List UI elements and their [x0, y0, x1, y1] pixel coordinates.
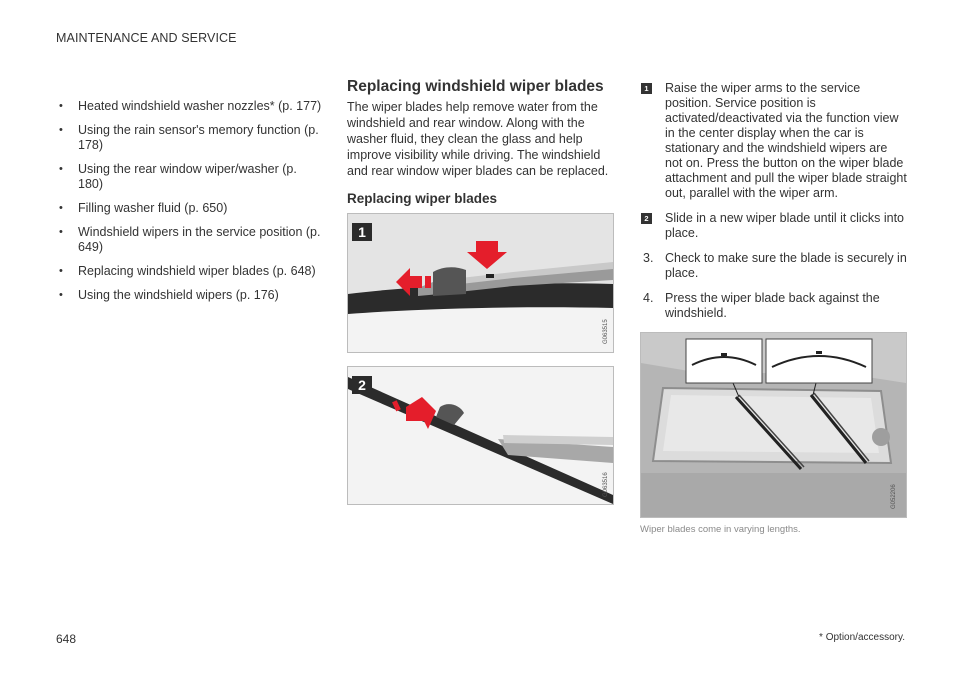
- related-link[interactable]: • Windshield wipers in the service position (p. 649): [56, 225, 324, 255]
- wiper-release-illustration: [348, 214, 613, 352]
- related-link[interactable]: • Using the rain sensor's memory function (p. 178): [56, 123, 324, 153]
- related-links-column: [56, 99, 324, 312]
- footnote: * Option/accessory.: [819, 632, 905, 643]
- step-1: [640, 81, 907, 201]
- related-link[interactable]: • Using the windshield wipers (p. 176): [56, 288, 324, 303]
- step-marker: 1: [641, 83, 652, 94]
- figure-code: G063515: [603, 319, 609, 344]
- related-link[interactable]: • Filling washer fluid (p. 650): [56, 201, 324, 216]
- figure-badge: 2: [358, 377, 366, 393]
- step-text: Raise the wiper arms to the service position. Service position is activated/deactivated via the function view in the center display when the car is stationary and the windshield wipers are not on. Press the button on the wiper blade attachment and pull the wiper blade straight out, parallel with the wiper arm.: [665, 81, 907, 200]
- page-number: 648: [56, 632, 77, 646]
- windshield-illustration: [641, 333, 906, 517]
- article-title: Replacing windshield wiper blades: [347, 78, 604, 95]
- figure-caption: Wiper blades come in varying lengths.: [640, 524, 801, 535]
- related-links-list: [56, 99, 324, 303]
- step-text: Check to make sure the blade is securely in place.: [665, 251, 907, 280]
- step-text: Press the wiper blade back against the windshield.: [665, 291, 880, 320]
- figure-code: G052206: [891, 484, 897, 509]
- section-header: MAINTENANCE AND SERVICE: [56, 31, 237, 45]
- related-link[interactable]: • Heated windshield washer nozzles* (p. 177): [56, 99, 324, 114]
- figure-remove-blade: [347, 213, 614, 353]
- steps-column: [640, 81, 907, 537]
- article-intro: The wiper blades help remove water from the windshield and rear window. Along with the washer fluid, they clean the glass and help improve visibility while driving. The windshield and rear window wiper blades can be replaced.: [347, 100, 609, 178]
- step-2: [640, 211, 907, 241]
- subheading: Replacing wiper blades: [347, 191, 498, 206]
- figure-insert-blade: [347, 366, 614, 505]
- step-text: Slide in a new wiper blade until it clicks into place.: [665, 211, 905, 240]
- article-column: [347, 78, 614, 505]
- figure-code: G063516: [603, 472, 609, 497]
- related-link[interactable]: • Using the rear window wiper/washer (p. 180): [56, 162, 324, 192]
- related-link[interactable]: • Replacing windshield wiper blades (p. 648): [56, 264, 324, 279]
- step-4: [640, 291, 907, 321]
- step-marker: 4.: [643, 291, 654, 305]
- step-marker: 3.: [643, 251, 654, 265]
- figure-wiper-lengths: [640, 332, 907, 518]
- figure-badge: 1: [358, 224, 366, 240]
- wiper-insert-illustration: [348, 367, 613, 504]
- step-marker: 2: [641, 213, 652, 224]
- step-3: [640, 251, 907, 281]
